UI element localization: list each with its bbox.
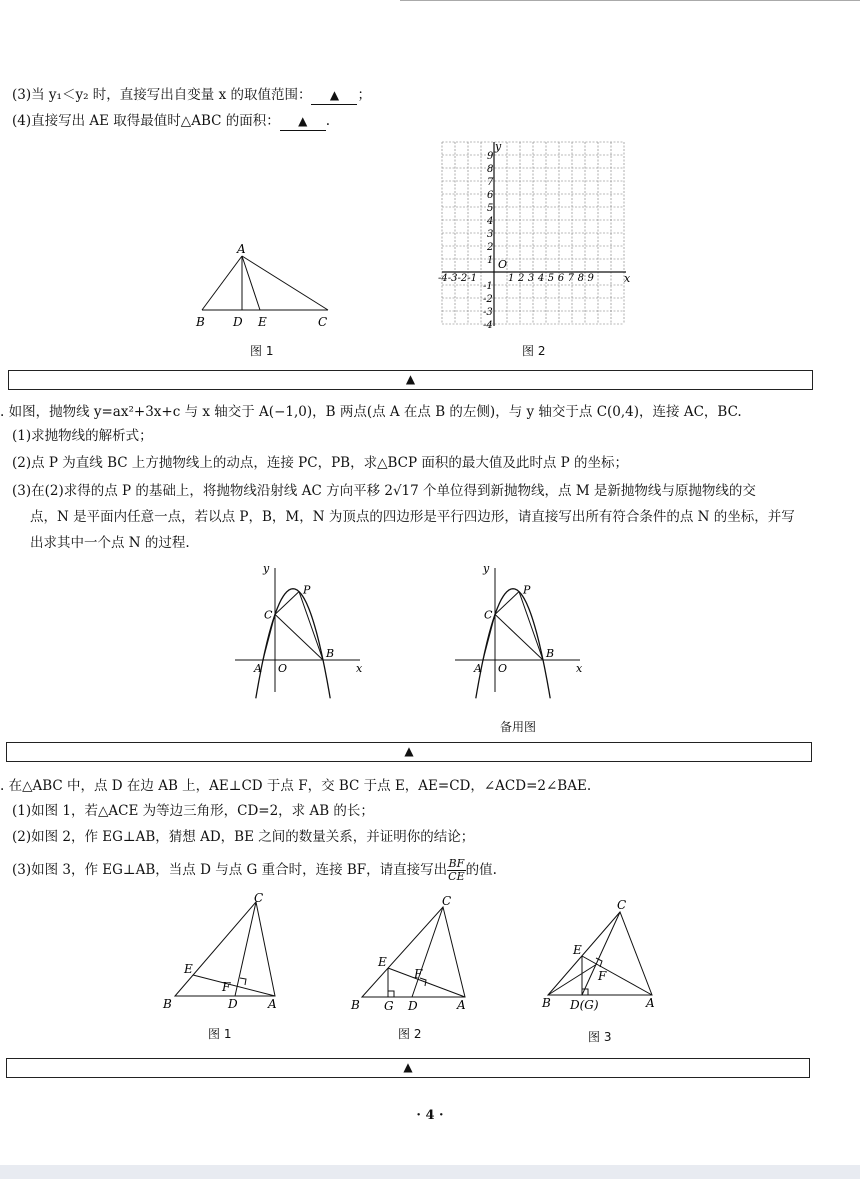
y-axis-label: y: [495, 140, 502, 153]
segment-pc: [495, 592, 519, 615]
answer-box-2[interactable]: [6, 742, 812, 762]
parabola-q1: (1)求抛物线的解析式；: [12, 428, 153, 444]
parabola-q3-line3: 出求其中一个点 N 的过程.: [30, 535, 190, 551]
fraction-denominator: CE: [448, 870, 465, 883]
label-b: B: [351, 998, 360, 1012]
prev-q4-blank[interactable]: [280, 112, 326, 131]
segment-bc: [495, 614, 543, 660]
segment-ae: [193, 975, 275, 996]
triangle-fig3-caption: 图 3: [588, 1030, 612, 1044]
y-tick-label: 3: [487, 229, 494, 240]
bf-over-ce-fraction: [447, 858, 465, 883]
label-f: F: [414, 967, 423, 981]
segment-pc: [275, 592, 299, 615]
prev-q3-end: ；: [357, 87, 371, 103]
label-y: y: [483, 562, 490, 575]
label-e: E: [378, 955, 387, 969]
prev-q3-blank[interactable]: [311, 86, 357, 105]
right-angle-mark-g: [388, 991, 394, 997]
answer-box-3[interactable]: [6, 1058, 810, 1078]
y-tick-label-negative: -2: [483, 294, 493, 305]
label-a: A: [457, 998, 466, 1012]
triangle-stem: . 在△ABC 中，点 D 在边 AB 上，AE⊥CD 于点 F，交 BC 于点 E，AE=CD，∠ACD=2∠BAE.: [0, 778, 592, 794]
y-tick-label-negative: -1: [483, 281, 493, 292]
y-tick-label: 6: [487, 190, 494, 201]
label-e: E: [573, 943, 582, 957]
label-c: C: [318, 315, 328, 329]
label-b: B: [196, 315, 205, 329]
label-d: D: [233, 315, 243, 329]
answer-mark: ▲: [405, 372, 416, 386]
y-tick-label: 2: [487, 242, 494, 253]
label-y: y: [263, 562, 270, 575]
segment-pb: [299, 592, 323, 660]
label-o: O: [498, 662, 508, 675]
label-c: C: [617, 898, 627, 912]
label-f: F: [222, 980, 231, 994]
answer-mark: ▲: [403, 1060, 413, 1074]
prev-figure-1: [190, 244, 350, 334]
label-a: A: [237, 242, 246, 256]
right-angle-mark: [240, 978, 246, 985]
triangle-fig1-caption: 图 1: [208, 1027, 232, 1041]
parabola-q2: (2)点 P 为直线 BC 上方抛物线上的动点，连接 PC，PB，求△BCP 面积的最大值及此时点 P 的坐标；: [12, 455, 629, 471]
label-p: P: [303, 583, 311, 597]
label-c: C: [254, 891, 264, 905]
prev-q4: [12, 112, 330, 131]
segment-ac: [242, 256, 328, 310]
prev-q3: [12, 86, 371, 105]
label-x: x: [576, 662, 583, 675]
prev-q4-end: .: [325, 113, 331, 129]
label-e: E: [258, 315, 267, 329]
parabola-q3-line1: (3)在(2)求得的点 P 的基础上，将抛物线沿射线 AC 方向平移 2√17 个单位得到新抛物线，点 M 是新抛物线与原抛物线的交: [12, 483, 756, 499]
blank-mark: ▲: [329, 88, 340, 102]
prev-figure-2: [432, 140, 632, 330]
label-a: A: [268, 997, 277, 1011]
segment-cd: [412, 907, 443, 997]
backup-figure-caption: 备用图: [500, 720, 537, 734]
parabola-figure-main: [230, 560, 370, 700]
triangle-q2: (2)如图 2，作 EG⊥AB，猜想 AD，BE 之间的数量关系，并证明你的结论；: [12, 829, 475, 845]
y-tick-label: 5: [487, 203, 494, 214]
answer-box-1[interactable]: [8, 370, 813, 390]
x-neg-ticks: -4-3-2-1: [438, 273, 477, 284]
fraction-numerator: BF: [448, 857, 465, 870]
prev-fig2-caption: 图 2: [522, 344, 546, 358]
label-a: A: [254, 662, 262, 675]
label-c: C: [484, 608, 493, 622]
label-d: D: [228, 997, 238, 1011]
parabola-stem: . 如图，抛物线 y=ax²+3x+c 与 x 轴交于 A(−1,0)，B 两点(点 A 在点 B 的左侧)，与 y 轴交于点 C(0,4)，连接 AC，BC.: [0, 404, 742, 420]
label-b: B: [542, 996, 551, 1010]
triangle-q3-post: 的值.: [465, 862, 497, 878]
label-b: B: [546, 647, 555, 660]
label-x: x: [356, 662, 363, 675]
blank-mark: ▲: [298, 114, 308, 128]
segment-bc: [275, 614, 323, 660]
prev-fig1-caption: 图 1: [250, 344, 274, 358]
triangle-q3: [12, 856, 497, 884]
y-tick-label: 4: [487, 216, 494, 227]
page-number: · 4 ·: [416, 1108, 444, 1123]
top-rule: [400, 0, 860, 1]
segment-pb: [519, 592, 543, 660]
y-tick-label: 7: [487, 177, 494, 188]
segment-ae: [582, 956, 652, 995]
x-axis-label: x: [624, 272, 631, 285]
parabola-figure-backup: [450, 560, 590, 700]
triangle-figure-2: [350, 890, 480, 1015]
label-b: B: [326, 647, 335, 660]
triangle-fig2-caption: 图 2: [398, 1027, 422, 1041]
triangle-q3-pre: (3)如图 3，作 EG⊥AB，当点 D 与点 G 重合时，连接 BF，请直接写出: [12, 862, 448, 878]
label-a: A: [646, 996, 655, 1010]
origin-label: O: [498, 258, 508, 271]
label-c: C: [442, 894, 452, 908]
triangle-q1: (1)如图 1，若△ACE 为等边三角形，CD=2，求 AB 的长；: [12, 803, 374, 819]
triangle-figure-1: [160, 890, 290, 1015]
label-o: O: [278, 662, 288, 675]
label-c: C: [264, 608, 273, 622]
x-pos-ticks: 1 2 3 4 5 6 7 8 9: [508, 273, 595, 284]
segment-ab: [202, 256, 242, 310]
label-dg: D(G): [570, 998, 599, 1012]
segment-bf: [548, 964, 597, 995]
label-a: A: [474, 662, 482, 675]
y-tick-label-negative: -4: [483, 320, 493, 331]
segment-ae: [242, 256, 260, 310]
triangle-abc: [362, 907, 465, 997]
prev-q3-text: (3)当 y₁＜y₂ 时，直接写出自变量 x 的取值范围：: [12, 87, 312, 103]
label-b: B: [163, 997, 172, 1011]
bottom-strip: [0, 1165, 860, 1179]
y-tick-label: 1: [487, 255, 494, 266]
triangle-figure-3: [540, 890, 670, 1015]
answer-mark: ▲: [404, 744, 414, 758]
y-tick-label-negative: -3: [483, 307, 493, 318]
label-p: P: [523, 583, 531, 597]
y-tick-label: 8: [487, 164, 494, 175]
segment-ae: [388, 968, 465, 997]
prev-q4-text: (4)直接写出 AE 取得最值时△ABC 的面积：: [12, 113, 280, 129]
label-e: E: [184, 962, 193, 976]
label-d: D: [408, 999, 418, 1013]
label-g: G: [384, 999, 394, 1013]
y-tick-label: 9: [487, 151, 494, 162]
label-f: F: [598, 969, 607, 983]
parabola-q3-line2: 点，N 是平面内任意一点，若以点 P，B，M，N 为顶点的四边形是平行四边形，请直接写出所有符合条件的点 N 的坐标，并写: [30, 509, 795, 525]
